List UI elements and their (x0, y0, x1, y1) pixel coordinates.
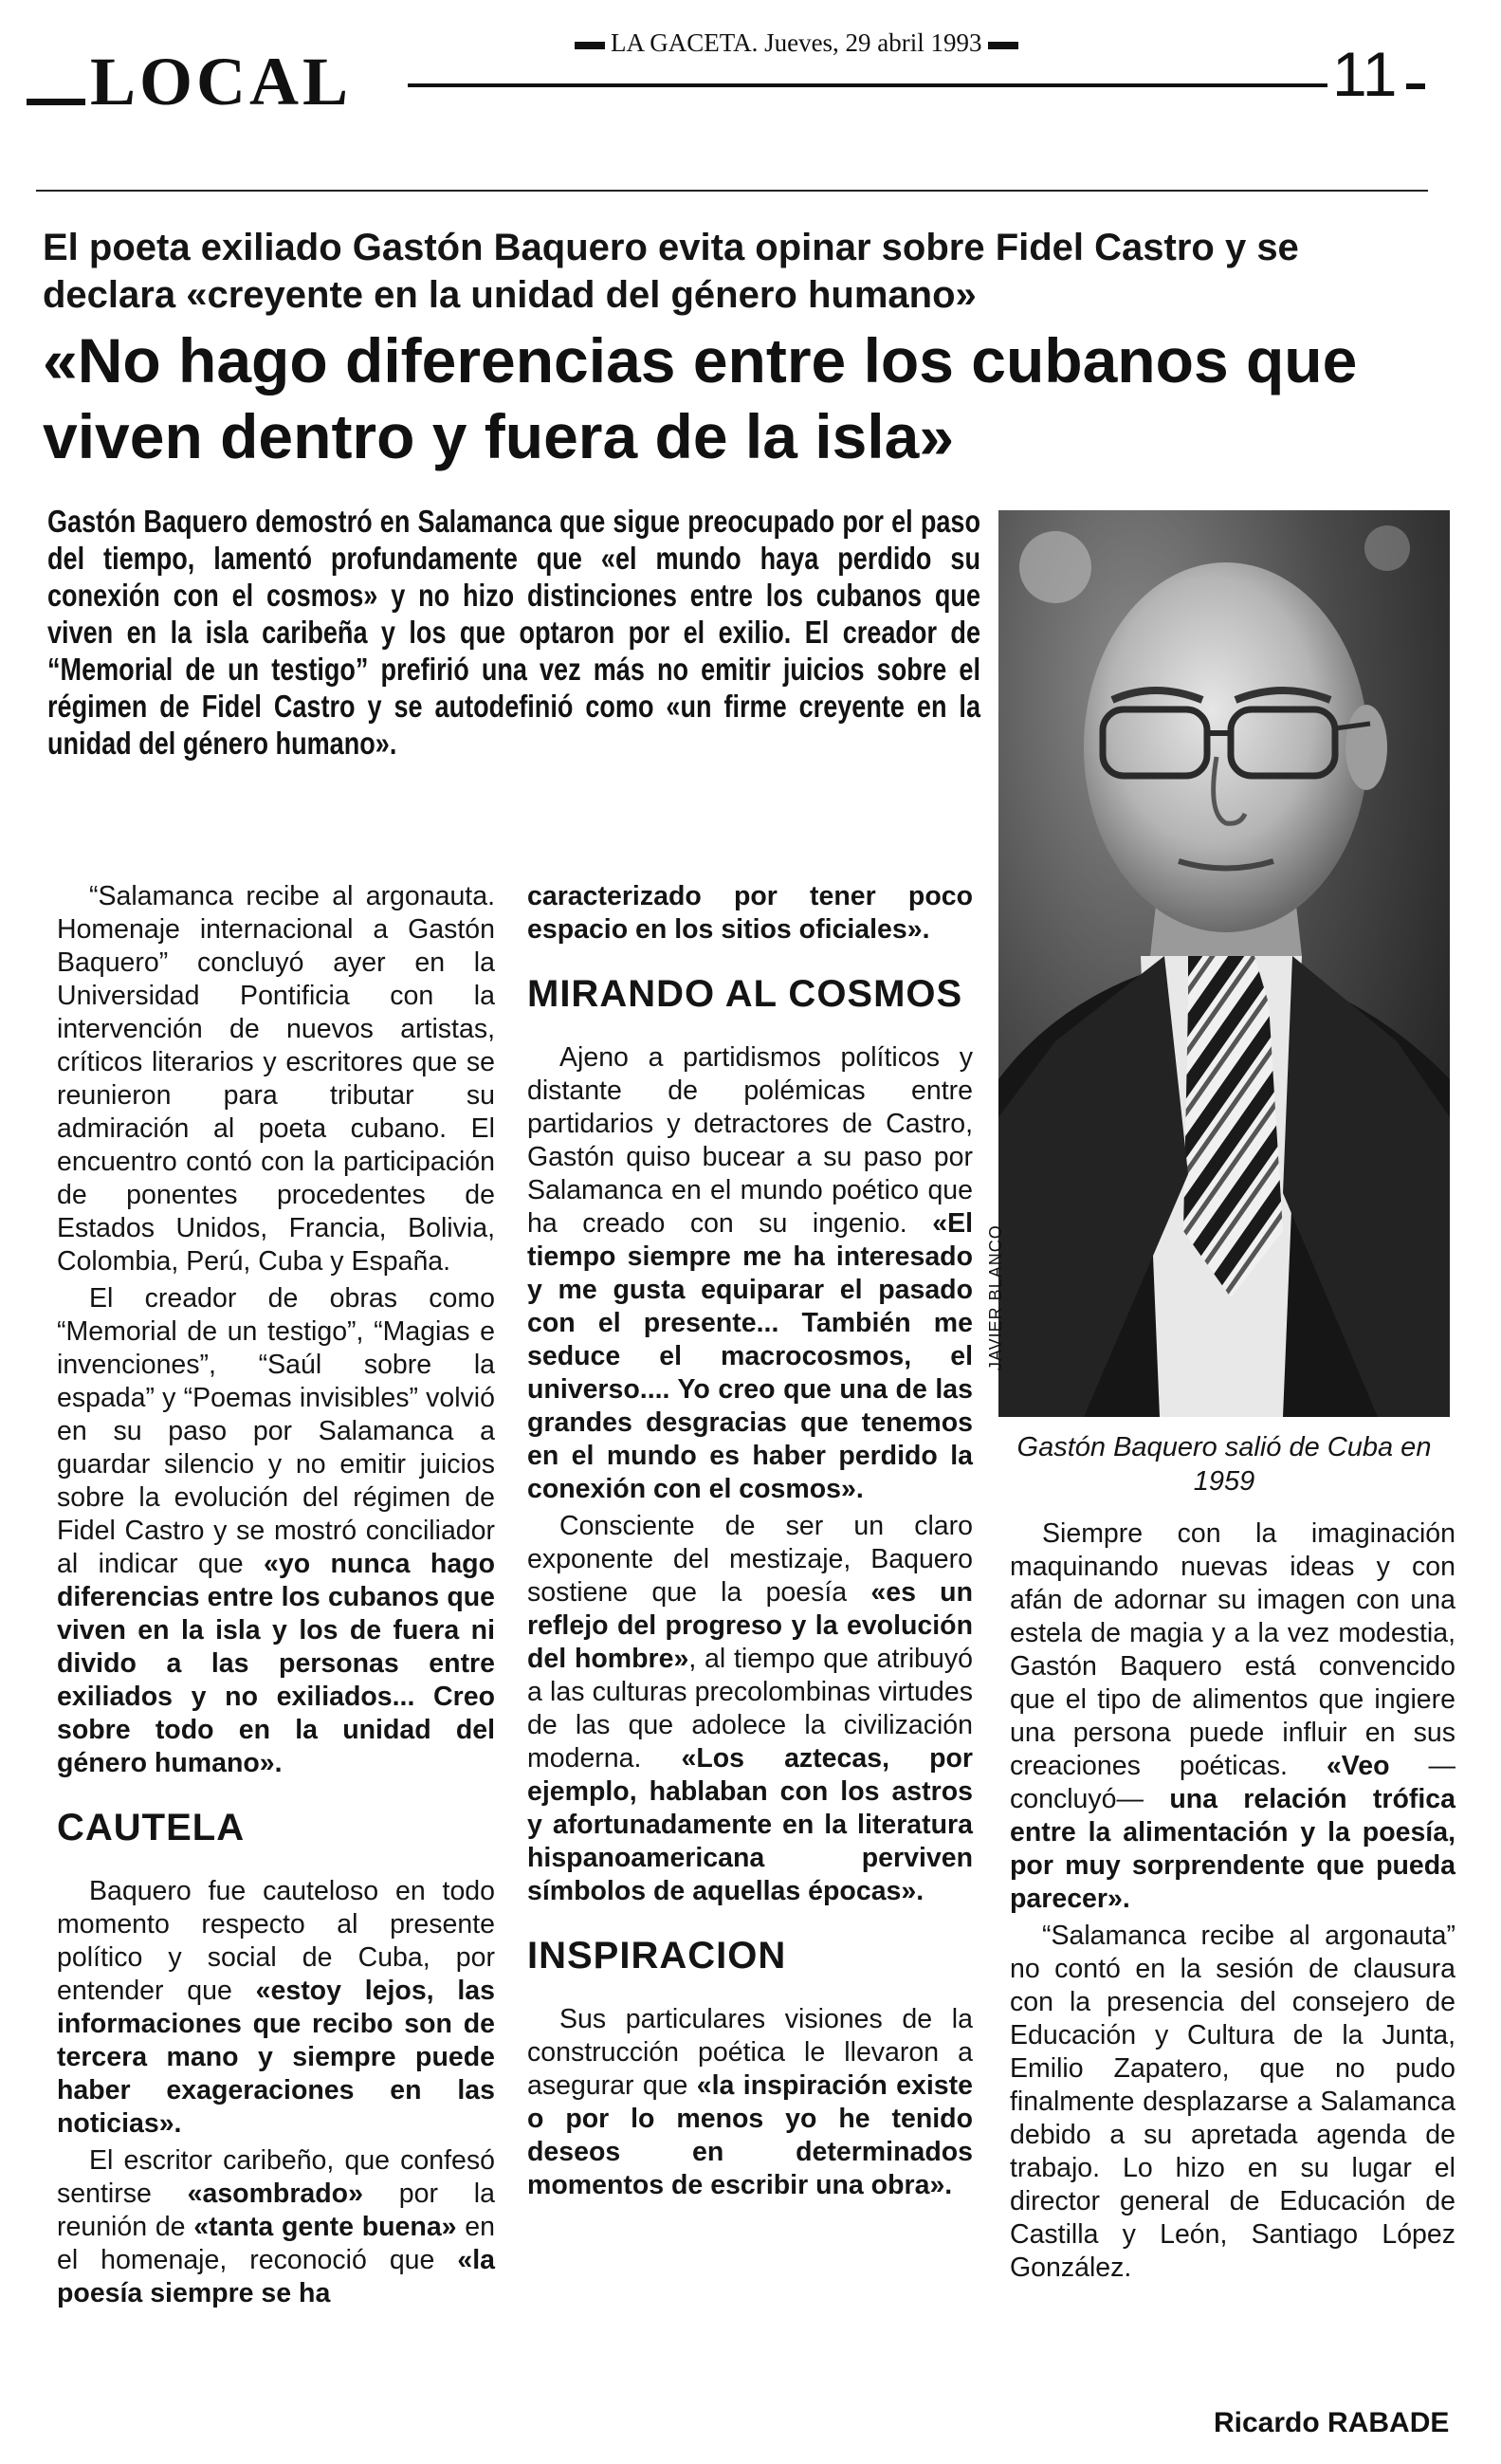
col1-paragraph-3 (57, 1875, 495, 2141)
col2-p3-quote: «la inspiración existe o por lo menos yo he tenido deseos en determinados momentos de escribir una obra». (527, 2070, 973, 2200)
col3-p1-text-a: Siempre con la imaginación maquinando nuevas ideas y con afán de adornar su imagen con una estela de magia y a la vez modestia, Gastón Baquero está convencido que el tipo de alimentos que ingiere una persona puede influir en sus creaciones poéticas. (1010, 1518, 1455, 1781)
col2-p1-quote: «El tiempo siempre me ha interesado y me gusta equiparar el pasado con el presente... También me seduce el macrocosmos, el universo.... Yo creo que una de las grandes desgracias que tenemos en el mundo es haber perdido la conexión con el cosmos». (527, 1208, 973, 1504)
subheading-inspiracion: INSPIRACION (527, 1935, 787, 1977)
photo-caption: Gastón Baquero salió de Cuba en 1959 (1016, 1432, 1432, 1497)
article-column-1 (57, 880, 495, 2314)
dateline-bar-right (988, 42, 1018, 49)
col1-p3-text: Baquero fue cauteloso en todo momento respecto al presente político y social de Cuba, por entender que (57, 1876, 495, 2006)
col2-p3-text: Sus particulares visiones de la construcción poética le llevaron a asegurar que (527, 2004, 973, 2101)
subheading-mirando-al-cosmos: MIRANDO AL COSMOS (527, 973, 963, 1015)
section-label: LOCAL (90, 44, 353, 120)
col2-paragraph-3 (527, 2003, 973, 2202)
col2-p2-quote-b: «Los aztecas, por ejemplo, hablaban con los astros y afortunadamente en la literatura hispanoamericana perviven símbolos de aquellas épocas». (527, 1743, 973, 1906)
article-kicker: El poeta exiliado Gastón Baquero evita opinar sobre Fidel Castro y se declara «creyente en la unidad del género humano» (43, 227, 1299, 316)
col1-paragraph-1: “Salamanca recibe al argonauta. Homenaje internacional a Gastón Baquero” concluyó ayer en la Universidad Pontificia con la intervención de nuevos artistas, críticos literarios y escritores que se reunieron para tributar su admiración al poeta cubano. El encuentro contó con la participación de ponentes procedentes de Estados Unidos, Francia, Bolivia, Colombia, Perú, Cuba y España. (57, 881, 495, 1277)
dateline-bar-left (575, 42, 605, 49)
col3-p1-quote-b: una relación trófica entre la alimentación y la poesía, por muy sorprendente que pueda parecer». (1010, 1784, 1456, 1914)
article-headline: «No hago diferencias entre los cubanos que viven dentro y fuera de la isla» (43, 325, 1358, 471)
byline: Ricardo RABADE (1214, 2407, 1450, 2438)
col1-p4-quote-a: «asombrado» (187, 2179, 363, 2209)
article-lead: Gastón Baquero demostró en Salamanca que sigue preocupado por el paso del tiempo, lamentó profundamente que «el mundo haya perdido su conexión con el cosmos» y no hizo distinciones entre los cubanos que viven en la isla caribeña y los que optaron por el exilio. El creador de “Memorial de un testigo” prefirió una vez más no emitir juicios sobre el régimen de Fidel Castro y se autodefinió como «un firme creyente en la unidad del género humano». (47, 504, 980, 761)
col1-paragraph-4 (57, 2144, 495, 2310)
col1-p4-text-b: por la reunión de (57, 2179, 495, 2242)
page-number: 11 (1332, 39, 1398, 109)
section-dash (27, 99, 85, 105)
col3-p1-text-b: —concluyó— (1010, 1751, 1456, 1814)
col2-p2-text-a: Consciente de ser un claro exponente del mestizaje, Baquero sostiene que la poesía (527, 1511, 973, 1608)
header-rule (408, 83, 1327, 87)
dateline-text: LA GACETA. Jueves, 29 abril 1993 (611, 28, 982, 57)
subheading-cautela: CAUTELA (57, 1807, 246, 1848)
portrait-illustration (998, 510, 1450, 1417)
col2-p0-quote: caracterizado por tener poco espacio en los sitios oficiales». (527, 881, 973, 945)
col2-paragraph-1 (527, 1041, 973, 1506)
dateline (569, 28, 1024, 58)
masthead-underline (36, 190, 1428, 192)
article-column-2 (527, 880, 973, 2206)
article-column-3 (1010, 1517, 1455, 2289)
col1-p2-quote: «yo nunca hago diferencias entre los cubanos que viven en la isla y los de fuera ni divido a las personas entre exiliados y no exiliados... Creo sobre todo en la unidad del género humano». (57, 1549, 495, 1778)
portrait-photo (998, 510, 1450, 1417)
col3-paragraph-1 (1010, 1517, 1455, 1916)
col2-p2-quote-a: «es un reflejo del progreso y la evolución del hombre» (527, 1577, 973, 1674)
col2-paragraph-2 (527, 1510, 973, 1908)
col2-p2-text-b: , al tiempo que atribuyó a las culturas precolombinas virtudes de las que adolece la civilización moderna. (527, 1644, 973, 1774)
col1-p4-quote-b: «tanta gente buena» (193, 2212, 457, 2242)
col2-paragraph-0 (527, 880, 973, 947)
col1-p4-text-c: en el homenaje, reconoció que (57, 2212, 495, 2275)
col3-paragraph-2: “Salamanca recibe al argonauta” no contó en la sesión de clausura con la presencia del consejero de Educación y Cultura de la Junta, Emilio Zapatero, que no pudo finalmente desplazarse a Salamanca debido a su apretada agenda de trabajo. Lo hizo en su lugar el director general de Educación de Castilla y León, Santiago López González. (1010, 1921, 1455, 2283)
page-number-dash (1406, 83, 1425, 89)
col1-p4-quote-c: «la poesía siempre se ha (57, 2245, 495, 2308)
photo-credit: JAVIER BLANCO (986, 1224, 1005, 1370)
col1-p2-text: El creador de obras como “Memorial de un testigo”, “Magias e invenciones”, “Saúl sobre la espada” y “Poemas invisibles” volvió en su paso por Salamanca a guardar silencio y no emitir juicios sobre la evolución del régimen de Fidel Castro y se mostró conciliador al indicar que (57, 1283, 495, 1579)
col3-p1-quote-a: «Veo (1326, 1751, 1390, 1781)
col2-p1-text: Ajeno a partidismos políticos y distante de polémicas entre partidarios y detractores de Castro, Gastón quiso bucear a su paso por Salamanca en el mundo poético que ha creado con su ingenio. (527, 1042, 973, 1239)
col1-p3-quote: «estoy lejos, las informaciones que recibo son de tercera mano y siempre puede haber exageraciones en las noticias». (57, 1976, 495, 2139)
col1-p4-text-a: El escritor caribeño, que confesó sentirse (57, 2145, 495, 2209)
col1-paragraph-2 (57, 1282, 495, 1780)
